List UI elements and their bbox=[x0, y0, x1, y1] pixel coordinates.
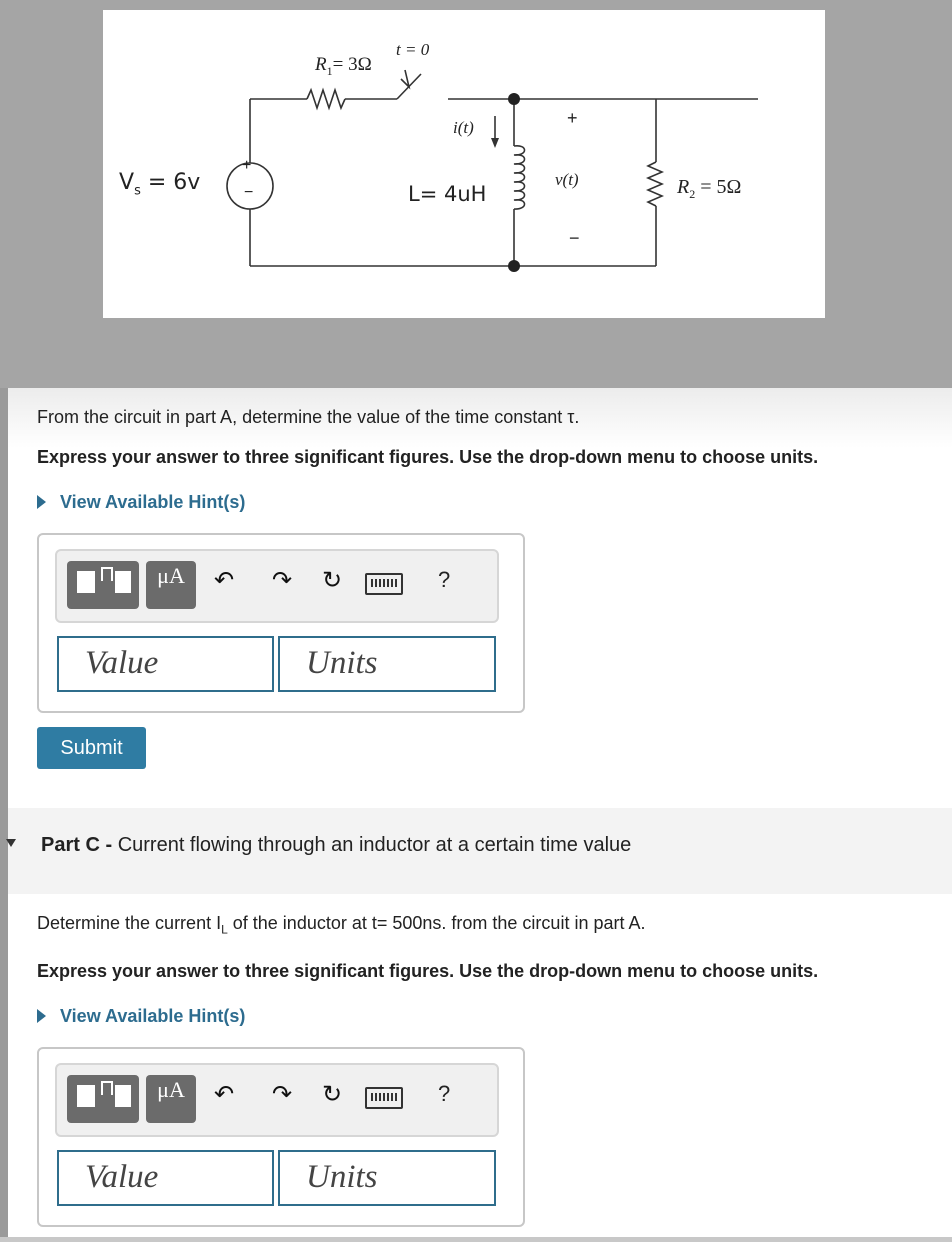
voltage-label: v(t) bbox=[555, 170, 579, 189]
current-label: i(t) bbox=[453, 118, 474, 137]
resistor-r2 bbox=[648, 162, 662, 206]
r2-label: $R_2 = 5\Omega$ bbox=[677, 176, 742, 201]
voltage-minus: − bbox=[569, 228, 580, 248]
inductor-coil bbox=[514, 146, 525, 209]
expand-triangle-icon bbox=[37, 1009, 46, 1023]
partc-title: Part C - Current flowing through an inductor at a certain time value bbox=[41, 834, 632, 856]
template-button[interactable] bbox=[67, 1075, 139, 1123]
help-icon[interactable]: ? bbox=[438, 567, 451, 592]
partc-hint-link[interactable]: View Available Hint(s) bbox=[37, 1006, 245, 1027]
left-margin-strip bbox=[0, 388, 8, 1238]
unit-button[interactable]: μA bbox=[146, 561, 196, 609]
partb-question: From the circuit in part A, determine the value of the time constant τ. bbox=[37, 407, 580, 427]
partc-instruction: Express your answer to three significant figures. Use the drop-down menu to choose units. bbox=[37, 961, 819, 981]
template-icon bbox=[77, 571, 95, 593]
partb-hint-link[interactable]: View Available Hint(s) bbox=[37, 492, 245, 513]
partb-instruction: Express your answer to three significant figures. Use the drop-down menu to choose units. bbox=[37, 447, 819, 467]
switch-label: t = 0 bbox=[396, 40, 430, 59]
value-input[interactable]: Value bbox=[57, 1150, 274, 1206]
source-minus: − bbox=[244, 184, 254, 201]
circuit-diagram bbox=[103, 10, 825, 318]
expand-triangle-icon bbox=[37, 495, 46, 509]
inductor-label: L= 4uH bbox=[408, 182, 487, 206]
current-arrow-head bbox=[491, 138, 499, 148]
redo-icon[interactable]: ↷ bbox=[272, 1081, 293, 1108]
reset-icon[interactable]: ↻ bbox=[322, 567, 343, 594]
switch-arrow bbox=[401, 70, 409, 87]
undo-icon[interactable]: ↶ bbox=[214, 1081, 235, 1108]
unit-button[interactable]: μA bbox=[146, 1075, 196, 1123]
template-button[interactable] bbox=[67, 561, 139, 609]
partc-question: Determine the current $I_L$ of the inductor at t= 500ns. from the circuit in part A. bbox=[37, 913, 646, 937]
voltage-plus: + bbox=[567, 108, 578, 128]
value-input[interactable]: Value bbox=[57, 636, 274, 692]
r1-label: $R_1= 3\Omega$ bbox=[315, 54, 372, 78]
units-dropdown[interactable]: Units bbox=[278, 1150, 496, 1206]
keyboard-icon[interactable] bbox=[365, 573, 403, 595]
collapse-triangle-icon[interactable] bbox=[6, 839, 16, 847]
units-dropdown[interactable]: Units bbox=[278, 636, 496, 692]
template-icon bbox=[77, 1085, 95, 1107]
help-icon[interactable]: ? bbox=[438, 1081, 451, 1106]
keyboard-icon[interactable] bbox=[365, 1087, 403, 1109]
circuit-svg bbox=[103, 10, 825, 318]
vs-label: $V_s = 6v$ bbox=[119, 170, 201, 199]
bottom-edge bbox=[0, 1237, 952, 1242]
source-plus: + bbox=[242, 157, 252, 174]
redo-icon[interactable]: ↷ bbox=[272, 567, 293, 594]
node-top bbox=[508, 93, 520, 105]
node-bottom bbox=[508, 260, 520, 272]
reset-icon[interactable]: ↻ bbox=[322, 1081, 343, 1108]
undo-icon[interactable]: ↶ bbox=[214, 567, 235, 594]
resistor-r1 bbox=[307, 90, 345, 108]
submit-button[interactable]: Submit bbox=[37, 727, 146, 769]
